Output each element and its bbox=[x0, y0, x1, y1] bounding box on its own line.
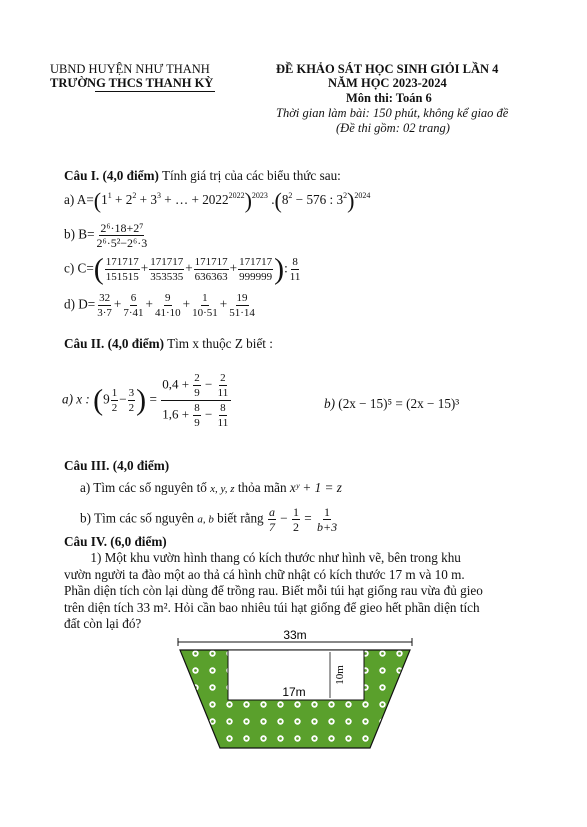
q1-d-fraction-5: $\frac{19}{51\cdot 14}$ bbox=[229, 292, 255, 319]
q4-line-3: Phần diện tích còn lại dùng để trồng rau. Biết mỗi túi hạt giống rau vừa đủ gieo bbox=[64, 583, 483, 598]
pond-height-label: 10m bbox=[334, 665, 346, 685]
question-2-prompt: Tìm x thuộc Z biết : bbox=[164, 336, 273, 351]
q2-b-equation: (2x − 15)⁵ = (2x − 15)³ bbox=[338, 396, 460, 411]
q1-c-label: c) C= bbox=[64, 260, 94, 276]
question-1-heading bbox=[64, 168, 341, 184]
q3-part-b: b) Tìm các số nguyên a, b biết rằng $\frac{a}{7}$ − $\frac{1}{2}$ = $\frac{1}{b+3}$ bbox=[80, 505, 338, 534]
q3-b-mid: biết rằng bbox=[213, 510, 267, 526]
q4-line-1: 1) Một khu vườn hình thang có kích thước như hình vẽ, bên trong khu bbox=[64, 550, 461, 565]
q3-part-a bbox=[80, 480, 342, 496]
question-3-title: Câu III. (4,0 điểm) bbox=[64, 458, 170, 473]
garden-figure bbox=[170, 628, 420, 756]
q1-b-label: b) B= bbox=[64, 226, 95, 242]
q1-c-fraction-4: $\frac{171717}{999999}$ bbox=[239, 256, 273, 283]
question-2-heading bbox=[64, 336, 273, 352]
q1-c-divisor: $\frac{8}{11}$ bbox=[289, 256, 301, 283]
q1-c-fraction-3: $\frac{171717}{636363}$ bbox=[194, 256, 228, 283]
q3-a-equation: xʸ + 1 = z bbox=[289, 480, 342, 495]
q3-a-vars: x, y, z bbox=[210, 483, 235, 495]
q3-a-mid: thỏa mãn bbox=[234, 480, 290, 495]
q1-part-a: a) $A=(1^1 + 2^2 + 3^3$ + … + $2022^{2022})^{2023}$ $.(8^2 - 576$ : $3^2)^{2024}$ bbox=[64, 187, 371, 213]
q1-d-fraction-3: $\frac{9}{41\cdot 10}$ bbox=[154, 292, 181, 319]
q1-b-fraction: $\frac{\text{2⁶·18+2⁷}}{\text{2⁶·5²−2⁶·3}}$ bbox=[96, 221, 148, 250]
page-count: (Đề thi gồm: 02 trang) bbox=[336, 121, 450, 135]
q1-d-fraction-1: $\frac{32}{3\cdot 7}$ bbox=[97, 292, 112, 319]
school-district: UBND HUYỆN NHƯ THANH bbox=[50, 62, 210, 76]
time-limit: Thời gian làm bài: 150 phút, không kể giao đề bbox=[276, 106, 509, 120]
q1-part-b bbox=[64, 222, 149, 249]
q4-line-5: đất còn lại đó? bbox=[64, 616, 142, 631]
q4-paragraph bbox=[64, 550, 483, 633]
school-year: NĂM HỌC 2023-2024 bbox=[328, 76, 447, 90]
q2-a-complex-fraction: 0,4 + $\frac{2}{9}$ − $\frac{2}{11}$ 1,6 + $\frac{8}{9}$ − $\frac{8}{11}$ bbox=[161, 372, 231, 429]
q2-part-a: a) x : (9 $\frac{1}{2}$ − $\frac{3}{2}$ ) = 0,4 + $\frac{2}{9}$ − $\frac{2}{11}$ 1,6 + $\frac{8}{9}$ − $\frac{8}{11}$ bbox=[62, 372, 232, 429]
q4-line-4: trên diện tích 33 m². Hỏi cần bao nhiêu túi hạt giống để gieo hết phần diện tích bbox=[64, 599, 480, 615]
question-1-title: Câu I. (4,0 điểm) bbox=[64, 168, 159, 183]
q1-c-fraction-2: $\frac{171717}{353535}$ bbox=[150, 256, 184, 283]
school-name: TRƯỜNG THCS THANH KỲ bbox=[50, 76, 214, 90]
garden-top-label: 33m bbox=[283, 628, 307, 642]
question-2-title: Câu II. (4,0 điểm) bbox=[64, 336, 165, 351]
question-4-title: Câu IV. (6,0 điểm) bbox=[64, 534, 167, 549]
q3-a-text: a) Tìm các số nguyên tố bbox=[80, 480, 211, 495]
q4-line-2: vườn người ta đào một ao thả cá hình chữ nhật có kích thước 17 m và 10 m. bbox=[64, 566, 465, 582]
q1-part-d: d) D= $\frac{32}{3\cdot 7}$ + $\frac{6}{7\cdot 41}$ + $\frac{9}{41\cdot 10}$ + $\frac{1}{10\cdot 51}$ + $\frac{19}{51\cdot 14}$ bbox=[64, 292, 255, 319]
q1-d-fraction-4: $\frac{1}{10\cdot 51}$ bbox=[192, 292, 218, 319]
question-1-prompt: Tính giá trị của các biểu thức sau: bbox=[158, 168, 341, 183]
q2-a-label: a) x : bbox=[62, 391, 90, 407]
q3-b-text: b) Tìm các số nguyên bbox=[80, 510, 198, 526]
exam-title: ĐỀ KHẢO SÁT HỌC SINH GIỎI LẦN 4 bbox=[276, 62, 499, 76]
header-underline bbox=[95, 91, 215, 92]
q1-d-fraction-2: $\frac{6}{7\cdot 41}$ bbox=[123, 292, 144, 319]
q1-c-fraction-1: $\frac{171717}{151515}$ bbox=[105, 256, 139, 283]
q1-d-label: d) D= bbox=[64, 296, 96, 312]
q2-b-label: b) bbox=[324, 396, 335, 411]
q1-part-c: c) C=( $\frac{171717}{151515}$ + $\frac{171717}{353535}$ + $\frac{171717}{636363}$ + $\frac{171717}{999999}$ ): $\frac{8}{11}$ bbox=[64, 252, 301, 286]
subject: Môn thi: Toán 6 bbox=[346, 91, 432, 105]
q1-a-label: a) A= bbox=[64, 192, 94, 207]
pond-width-label: 17m bbox=[282, 685, 306, 699]
q2-part-b bbox=[324, 396, 459, 412]
q3-b-vars: a, b bbox=[197, 513, 214, 526]
